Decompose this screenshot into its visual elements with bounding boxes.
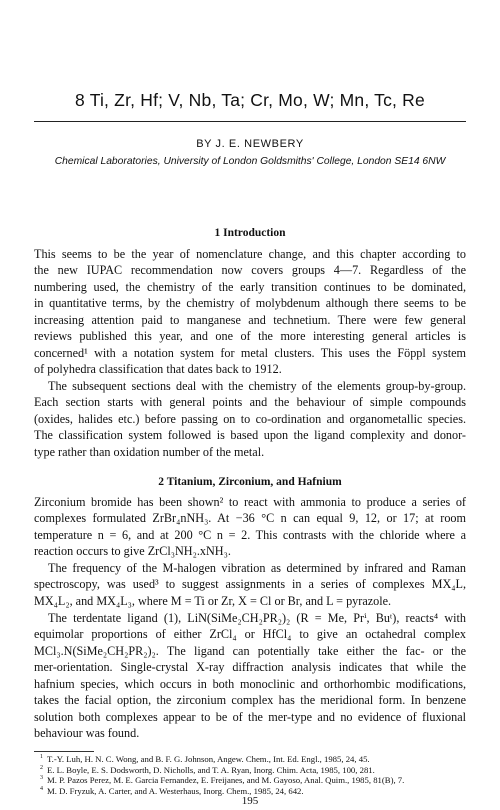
titanium-paragraph-2 xyxy=(34,560,466,609)
text-line: MX₄L₂, and MX₄L₃, where M = Ti or Zr, X = Cl or Br, and L = pyrazole. xyxy=(34,593,392,608)
text-line: The terdentate ligand (1), LiN(SiMe₂CH₂PR₂)₂ (R = Me, Prⁱ, Buᵗ), reacts⁴ with xyxy=(48,611,466,625)
text-line: temperature n = 6, and at 200 °C n = 2. This contrasts with the chloride where a xyxy=(34,527,466,542)
footnote-text: M. D. Fryzuk, A. Carter, and A. Westerhaus, Inorg. Chem., 1985, 24, 642. xyxy=(47,785,304,796)
text-line: concerned¹ with a notation system for metal clusters. This uses the Föppl system xyxy=(34,345,466,360)
footnote-number: 4 xyxy=(40,785,43,792)
footnote-number: 3 xyxy=(40,775,43,782)
text-line: in quantitative terms, by the chemistry of molybdenum although there seems to be xyxy=(34,296,466,311)
section-heading-introduction: 1 Introduction xyxy=(214,227,286,239)
text-line: type rather than oxidation number of the metal. xyxy=(34,444,265,459)
text-line: mer-orientation. Single-crystal X-ray diffraction analysis indicates that while the xyxy=(34,660,466,675)
text-line: Each section starts with general points and the behaviour of simple compounds xyxy=(34,395,466,410)
titanium-paragraph-1 xyxy=(34,494,466,560)
text-line: equimolar proportions of either ZrCl₄ or HfCl₄ to give an octahedral complex xyxy=(34,627,466,642)
section-heading-titanium: 2 Titanium, Zirconium, and Hafnium xyxy=(158,476,342,488)
affiliation-line: Chemical Laboratories, University of London Goldsmiths' College, London SE14 6NW xyxy=(54,156,446,167)
footnote-text: E. L. Boyle, E. S. Dodsworth, D. Nicholls, and T. A. Ryan, Inorg. Chim. Acta, 1985, 100, 281. xyxy=(47,764,375,775)
page xyxy=(34,0,466,810)
footnote-number: 1 xyxy=(40,754,43,761)
text-line: the new IUPAC recommendation now covers groups 4—7. Regardless of the xyxy=(34,263,466,278)
text-line: increasing attention paid to manganese and technetium. There were few general xyxy=(34,312,466,327)
title-rule xyxy=(34,121,466,122)
text-line: (oxides, halides etc.) before passing on to co-ordination and organometallic species. xyxy=(34,411,466,426)
footnote-number: 2 xyxy=(40,764,43,771)
text-line: The frequency of the M-halogen vibration as determined by infrared and Raman xyxy=(48,561,466,575)
footnote-text: T.-Y. Luh, H. N. C. Wong, and B. F. G. Johnson, Angew. Chem., Int. Ed. Engl., 1985, 24, 45. xyxy=(47,754,370,764)
titanium-paragraph-3 xyxy=(34,610,466,742)
footnote-rule xyxy=(34,751,94,752)
chapter-title: 8 Ti, Zr, Hf; V, Nb, Ta; Cr, Mo, W; Mn, Tc, Re xyxy=(75,90,425,110)
text-line: The classification system followed is based upon the ligand complexity and donor- xyxy=(34,428,466,443)
intro-paragraph-1 xyxy=(34,246,466,378)
text-line: spectroscopy, was used³ to suggest assignments in a series of complexes MX₄L, xyxy=(34,577,466,592)
page-number: 195 xyxy=(241,795,259,807)
text-line: complexes formulated ZrBr₄nNH₃. At −36 °C n can equal 9, 12, or 17; at room xyxy=(34,511,466,526)
author-line: BY J. E. NEWBERY xyxy=(196,138,304,150)
text-line: MCl₃.N(SiMe₂CH₂PR₂)₂. The ligand can potentially take either the fac- or the xyxy=(34,643,466,658)
text-line: solution both complexes appear to be of the mer-type and no evidence of fluxional xyxy=(34,709,466,724)
intro-paragraph-2 xyxy=(34,378,466,460)
text-line: takes the facial option, the zirconium complex has the meridional form. In benzene xyxy=(34,693,466,708)
footnote xyxy=(34,775,466,786)
text-line: reviews published this year, and one of the more interesting general articles is xyxy=(34,329,466,344)
footnote-text: M. P. Pazos Perez, M. E. Garcia Fernandez, E. Freijanes, and M. Gayoso, Anal. Quim., 1985, 81(B), 7. xyxy=(47,775,405,786)
text-line: This seems to be the year of nomenclature change, and this chapter according to xyxy=(34,247,466,261)
text-line: of polyhedra classification that dates back to 1912. xyxy=(34,362,282,377)
text-line: hafnium species, which occurs in both monoclinic and orthorhombic modifications, xyxy=(34,676,466,691)
text-line: numbering used, the chemistry of the early transition continues to be dominated, xyxy=(34,279,466,294)
text-line: The subsequent sections deal with the chemistry of the elements group-by-group. xyxy=(48,379,466,393)
text-line: Zirconium bromide has been shown² to react with ammonia to produce a series of xyxy=(34,495,466,509)
text-line: behaviour was found. xyxy=(34,726,140,741)
footnote xyxy=(34,765,466,776)
text-line: reaction occurs to give ZrCl₃NH₂.xNH₃. xyxy=(34,544,231,559)
footnote xyxy=(34,754,466,765)
footnotes xyxy=(34,754,466,796)
